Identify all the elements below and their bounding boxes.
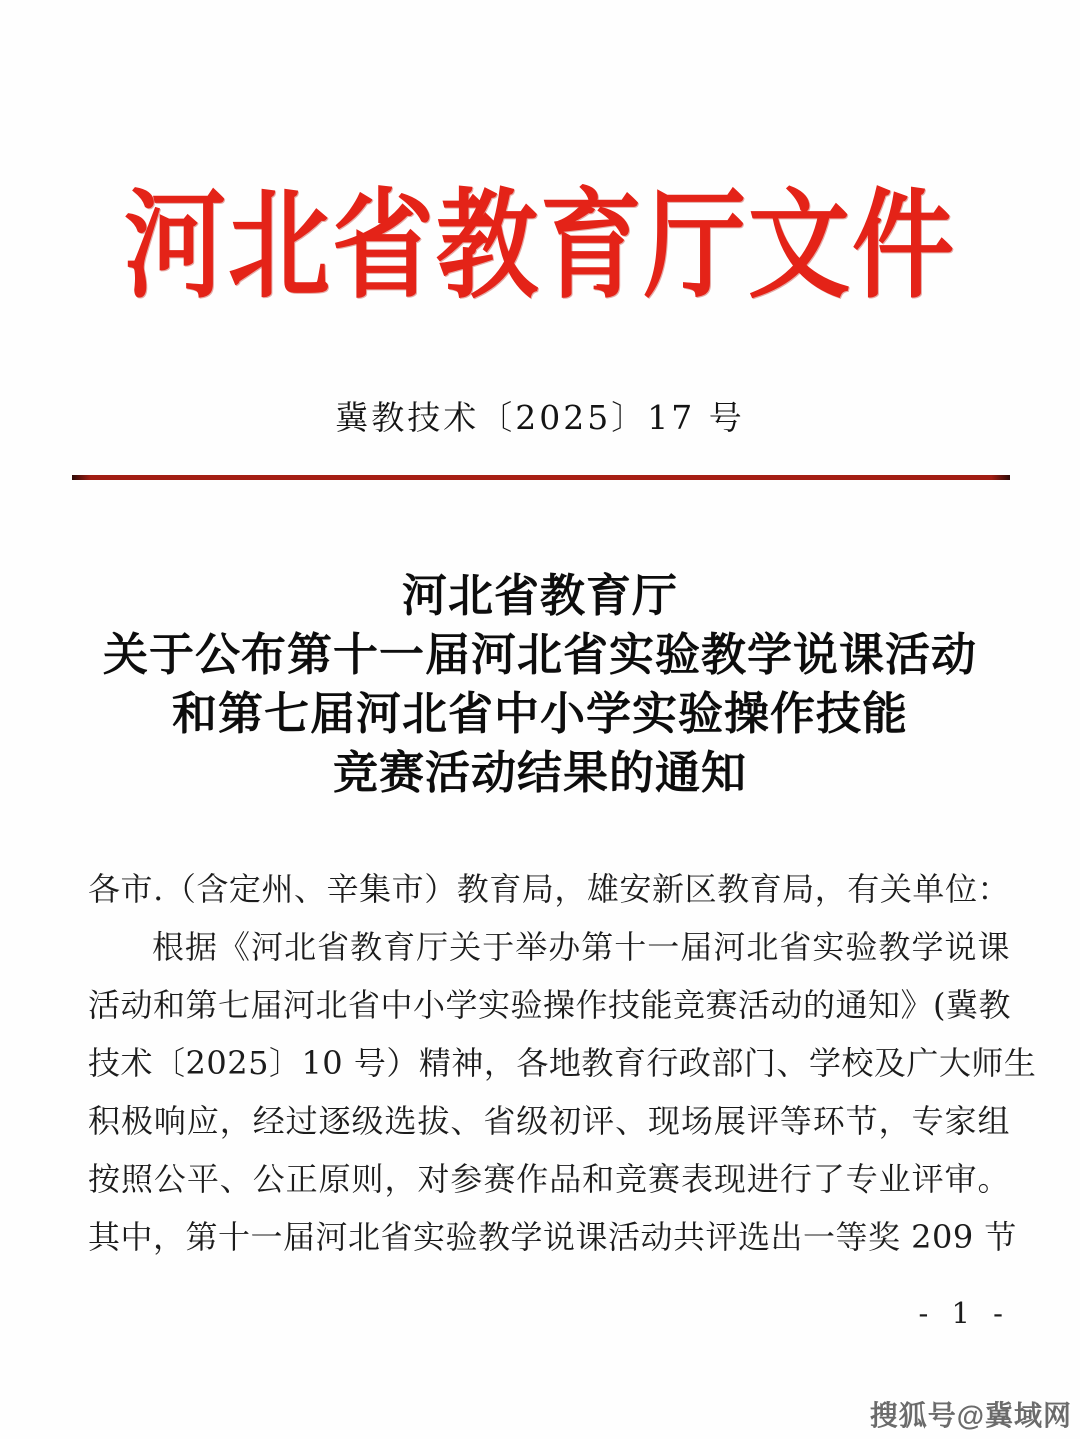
watermark-sohu: 搜狐号@冀域网	[869, 1400, 1072, 1431]
notice-body	[88, 860, 1037, 1266]
body-line-5: 按照公平、公正原则，对参赛作品和竞赛表现进行了专业评审。	[88, 1160, 1010, 1198]
body-line-6: 其中，第十一届河北省实验教学说课活动共评选出一等奖 209 节	[88, 1218, 1017, 1256]
notice-title-line-4: 竞赛活动结果的通知	[332, 746, 747, 799]
body-line-2: 活动和第七届河北省中小学实验操作技能竞赛活动的通知》(冀教	[88, 986, 1011, 1024]
notice-title-line-2: 关于公布第十一届河北省实验教学说课活动	[102, 628, 977, 681]
document-reference-number: 冀教技术〔2025〕17 号	[335, 398, 745, 437]
body-line-3: 技术〔2025〕10 号）精神，各地教育行政部门、学校及广大师生	[88, 1044, 1037, 1082]
salutation-line: 各市.（含定州、辛集市）教育局，雄安新区教育局，有关单位：	[88, 870, 1010, 908]
page-number: - 1 -	[918, 1296, 1010, 1330]
letterhead-title: 河北省教育厅文件	[124, 176, 956, 316]
body-line-4: 积极响应，经过逐级选拔、省级初评、现场展评等环节，专家组	[88, 1102, 1010, 1140]
notice-title-line-1: 河北省教育厅	[401, 569, 678, 622]
notice-title-line-3: 和第七届河北省中小学实验操作技能	[171, 687, 908, 740]
notice-title	[0, 566, 1080, 802]
red-divider-line	[72, 475, 1010, 480]
body-line-1: 根据《河北省教育厅关于举办第十一届河北省实验教学说课	[152, 928, 1010, 966]
